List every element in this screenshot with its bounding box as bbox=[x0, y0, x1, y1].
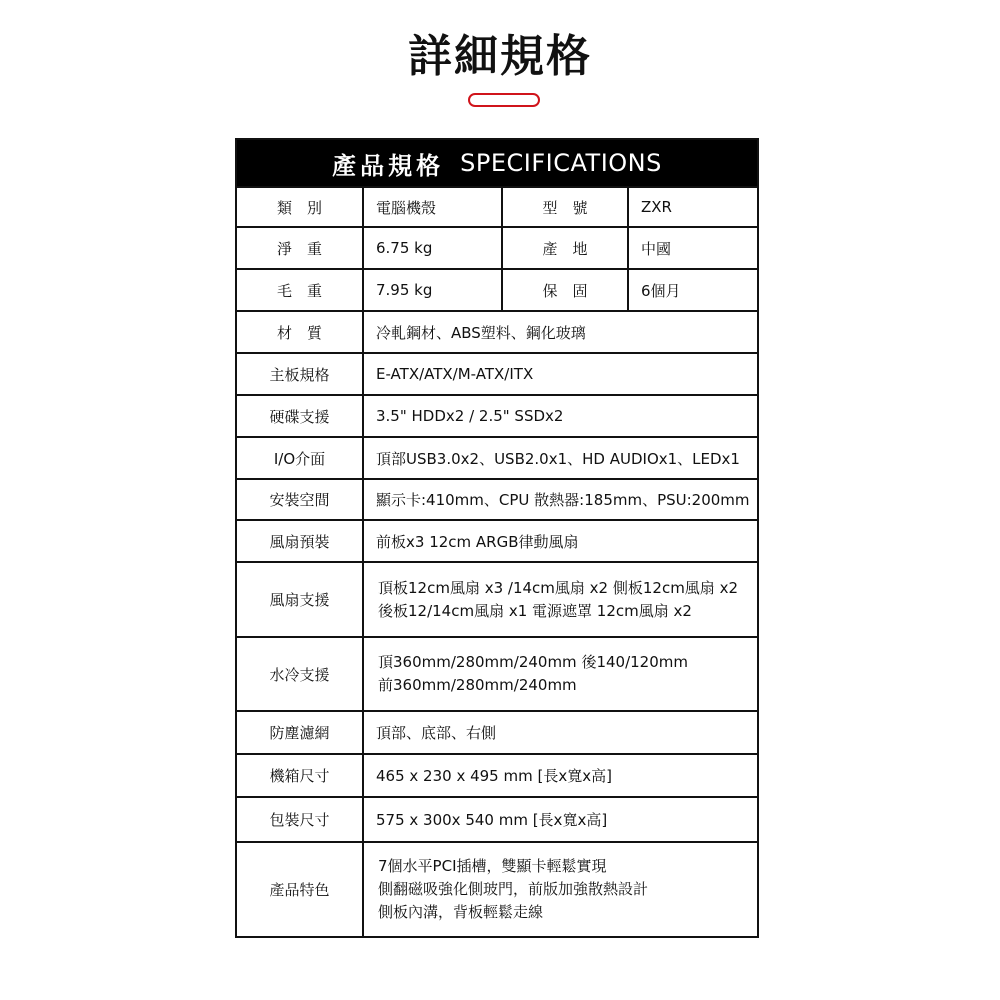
page-title: 詳細規格 bbox=[408, 31, 592, 82]
spec-value: 冷軋鋼材、ABS塑料、鋼化玻璃 bbox=[376, 323, 586, 342]
title-underline-decoration bbox=[468, 93, 540, 107]
spec-label: 安裝空間 bbox=[237, 480, 364, 519]
spec-value: 頂部、底部、右側 bbox=[376, 724, 497, 742]
spec-label: 材 質 bbox=[237, 312, 364, 352]
spec-value bbox=[364, 638, 757, 710]
spec-row-io-interface bbox=[237, 436, 757, 478]
spec-row-package-dimensions bbox=[237, 796, 757, 841]
spec-row-case-dimensions bbox=[237, 753, 757, 796]
spec-value: 顯示卡:410mm、CPU 散熱器:185mm、PSU:200mm bbox=[376, 491, 750, 509]
spec-label: 風扇預裝 bbox=[237, 521, 364, 561]
feature-line: 側板內溝，背板輕鬆走線 bbox=[378, 903, 544, 921]
spec-table bbox=[235, 138, 759, 938]
spec-label: 機箱尺寸 bbox=[237, 755, 364, 796]
spec-row-net-weight bbox=[237, 226, 757, 268]
spec-row-dust-filter bbox=[237, 710, 757, 753]
spec-label: 保 固 bbox=[503, 270, 629, 310]
spec-label: 主板規格 bbox=[237, 354, 364, 394]
spec-label: 類 別 bbox=[237, 188, 364, 226]
spec-value: 575 x 300x 540 mm [長x寬x高] bbox=[376, 811, 608, 829]
spec-label: 包裝尺寸 bbox=[237, 798, 364, 841]
spec-row-fan-support bbox=[237, 561, 757, 636]
spec-label: 淨 重 bbox=[237, 228, 364, 268]
spec-value: 頂部USB3.0x2、USB2.0x1、HD AUDIOx1、LEDx1 bbox=[376, 449, 740, 468]
spec-label: 毛 重 bbox=[237, 270, 364, 310]
spec-header-en: SPECIFICATIONS bbox=[460, 149, 662, 177]
spec-row-clearance bbox=[237, 478, 757, 519]
spec-value: 6.75 kg bbox=[364, 228, 503, 268]
spec-label: 硬碟支援 bbox=[237, 396, 364, 436]
spec-table-header bbox=[237, 140, 757, 186]
spec-value bbox=[364, 563, 757, 636]
spec-row-preinstalled-fans bbox=[237, 519, 757, 561]
spec-value: 6個月 bbox=[641, 281, 681, 300]
feature-line: 7個水平PCI插槽，雙顯卡輕鬆實現 bbox=[378, 857, 607, 875]
spec-value-line: 頂板12cm風扇 x3 /14cm風扇 x2 側板12cm風扇 x2 bbox=[378, 578, 738, 597]
spec-label: I/O介面 bbox=[237, 438, 364, 478]
spec-value-line: 前360mm/280mm/240mm bbox=[378, 676, 577, 694]
spec-row-material bbox=[237, 310, 757, 352]
spec-value: ZXR bbox=[641, 198, 672, 216]
spec-value: 電腦機殼 bbox=[364, 188, 503, 226]
spec-row-category bbox=[237, 186, 757, 226]
spec-label: 防塵濾網 bbox=[237, 712, 364, 753]
spec-value: 465 x 230 x 495 mm [長x寬x高] bbox=[376, 767, 612, 785]
spec-label: 風扇支援 bbox=[237, 563, 364, 636]
spec-value bbox=[364, 843, 757, 936]
spec-value: E-ATX/ATX/M-ATX/ITX bbox=[376, 365, 534, 383]
spec-value: 7.95 kg bbox=[364, 270, 503, 310]
spec-label: 產 地 bbox=[503, 228, 629, 268]
spec-row-drive-support bbox=[237, 394, 757, 436]
spec-value: 前板x3 12cm ARGB律動風扇 bbox=[376, 532, 579, 551]
spec-value-line: 後板12/14cm風扇 x1 電源遮罩 12cm風扇 x2 bbox=[378, 601, 692, 620]
spec-value: 中國 bbox=[641, 239, 672, 258]
spec-label: 水冷支援 bbox=[237, 638, 364, 710]
spec-value: 3.5" HDDx2 / 2.5" SSDx2 bbox=[376, 407, 564, 425]
feature-line: 側翻磁吸強化側玻門，前版加強散熱設計 bbox=[378, 880, 649, 898]
spec-label: 產品特色 bbox=[237, 843, 364, 936]
spec-header-zh: 產品規格 bbox=[332, 151, 445, 180]
spec-row-motherboard bbox=[237, 352, 757, 394]
spec-label: 型 號 bbox=[503, 188, 629, 226]
spec-row-gross-weight bbox=[237, 268, 757, 310]
spec-value-line: 頂360mm/280mm/240mm 後140/120mm bbox=[378, 653, 688, 671]
spec-row-liquid-cooling bbox=[237, 636, 757, 710]
spec-row-features bbox=[237, 841, 757, 936]
